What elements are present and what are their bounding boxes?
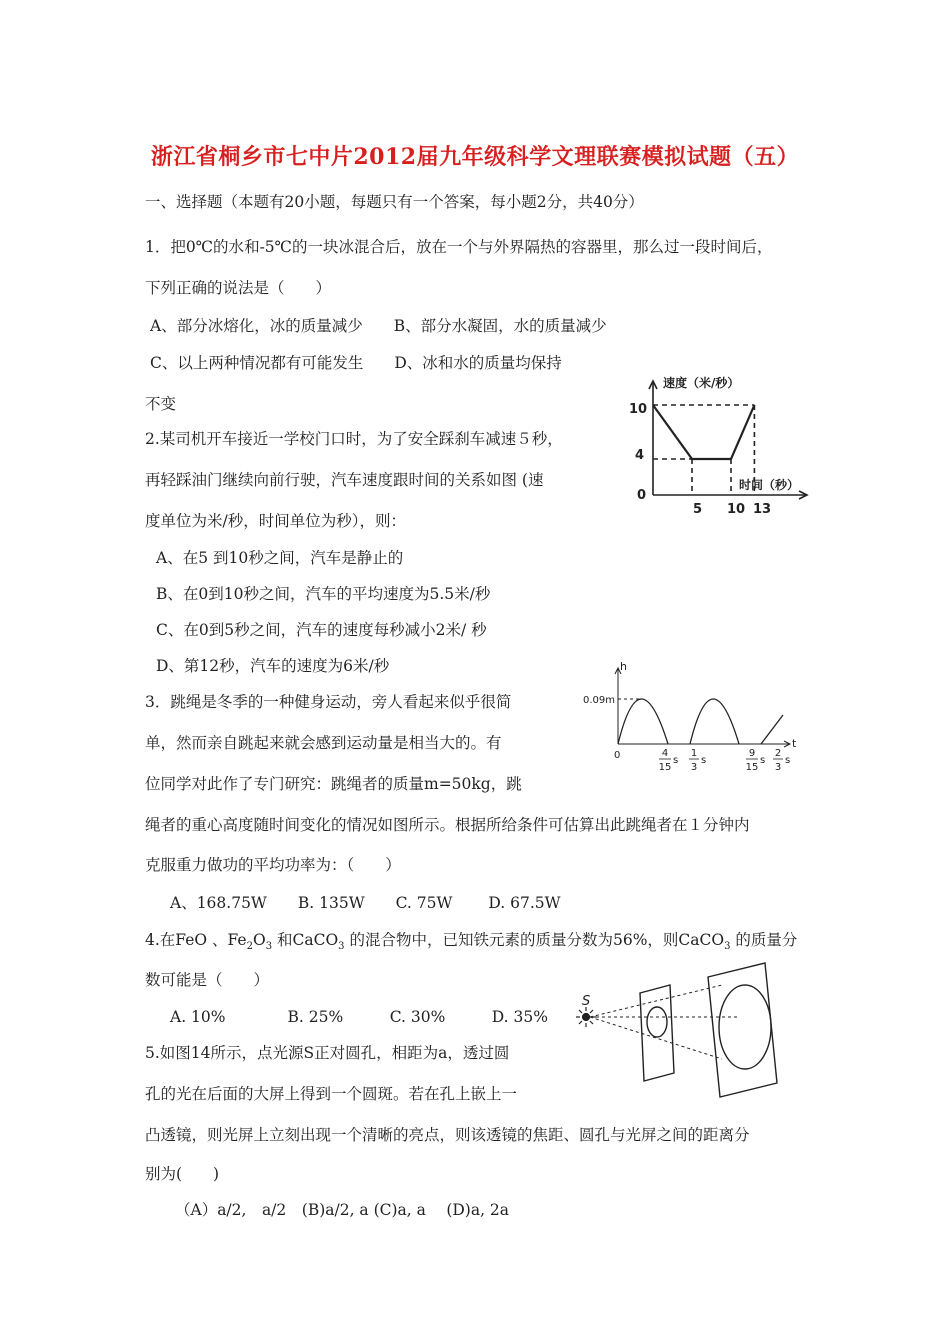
- q1-line1: 1．把0℃的水和-5℃的一块冰混合后，放在一个与外界隔热的容器里，那么过一段时间后，: [145, 238, 773, 256]
- q2-line3: 度单位为米/秒，时间单位为秒），则：: [145, 512, 406, 530]
- velocity-ylabel: 速度（米/秒）: [663, 376, 740, 390]
- tick-9-15: [746, 748, 766, 773]
- q5-options: （A）a/2, a/2 (B)a/2, a (C)a, a (D)a, 2a: [175, 1201, 510, 1219]
- q4-options: A. 10% B. 25% C. 30% D. 35%: [170, 1008, 548, 1026]
- q2-option-c: C、在0到5秒之间，汽车的速度每秒减小2米/ 秒: [156, 621, 487, 639]
- origin-label: 0: [614, 750, 621, 761]
- source-label: S: [582, 994, 591, 1009]
- tick-2-3: [773, 748, 790, 773]
- svg-text:1: 1: [690, 748, 698, 759]
- q5-line4: 别为( ): [145, 1165, 220, 1183]
- light-spot: [719, 985, 771, 1069]
- peak-label: 0.09m: [583, 695, 616, 706]
- svg-text:15: 15: [658, 762, 672, 773]
- q3-line5: 克服重力做功的平均功率为：（ ）: [145, 856, 401, 874]
- q2-option-b: B、在0到10秒之间，汽车的平均速度为5.5米/秒: [156, 585, 491, 603]
- svg-text:15: 15: [745, 762, 759, 773]
- tick-1-3: [689, 748, 706, 773]
- q1-option-d-cont: 不变: [145, 395, 177, 413]
- q2-line1: 2.某司机开车接近一学校门口时，为了安全踩刹车减速５秒，: [145, 430, 563, 448]
- x-tick-13: 13: [753, 502, 772, 517]
- svg-text:2: 2: [774, 748, 782, 759]
- height-time-graph: [580, 660, 805, 780]
- q3-line3: 位同学对此作了专门研究：跳绳者的质量m=50kg，跳: [145, 775, 522, 793]
- q2-option-d: D、第12秒，汽车的速度为6米/秒: [156, 657, 390, 675]
- svg-text:s: s: [760, 755, 766, 766]
- velocity-time-graph: [615, 365, 825, 520]
- q5-line3: 凸透镜，则光屏上立刻出现一个清晰的亮点，则该透镜的焦距、圆孔与光屏之间的距离分: [145, 1126, 750, 1144]
- velocity-xlabel: 时间（秒）: [739, 478, 800, 492]
- q3-line2: 单，然而亲自跳起来就会感到运动量是相当大的。有: [145, 734, 502, 752]
- h-label: h: [620, 660, 627, 673]
- q3-line1: 3．跳绳是冬季的一种健身运动，旁人看起来似乎很简: [145, 693, 512, 711]
- q1-options-cd: C、以上两种情况都有可能发生 D、冰和水的质量均保持: [150, 354, 562, 372]
- svg-text:s: s: [785, 755, 791, 766]
- screen: [708, 963, 777, 1097]
- svg-text:3: 3: [690, 762, 698, 773]
- q3-options: A、168.75W B. 135W C. 75W D. 67.5W: [170, 894, 561, 912]
- q5-line2: 孔的光在后面的大屏上得到一个圆斑。若在孔上嵌上一: [145, 1085, 518, 1103]
- velocity-line: [653, 405, 754, 459]
- q2-option-a: A、在5 到10秒之间，汽车是静止的: [156, 549, 404, 567]
- light-aperture-screen-diagram: [570, 955, 790, 1105]
- svg-text:s: s: [701, 755, 707, 766]
- q2-line2: 再轻踩油门继续向前行驶，汽车速度跟时间的关系如图 (速: [145, 471, 544, 489]
- section-heading: 一、选择题（本题有20小题，每题只有一个答案，每小题2分，共40分）: [145, 193, 644, 211]
- q4-line1: 4.在FeO 、$Fe_2O_3$ 和CaCO$_3$ 的混合物中，已知铁元素的质量分数为56%，则CaCO$_3$ 的质量分: [145, 931, 798, 953]
- page-title: 浙江省桐乡市七中片2012届九年级科学文理联赛模拟试题（五）: [150, 144, 800, 170]
- svg-text:3: 3: [774, 762, 782, 773]
- aperture-plate: [640, 985, 674, 1081]
- q1-options-ab: A、部分冰熔化，冰的质量减少 B、部分水凝固，水的质量减少: [150, 317, 607, 335]
- y-tick-0: 0: [637, 488, 647, 503]
- svg-text:9: 9: [748, 748, 756, 759]
- svg-text:4: 4: [661, 748, 669, 759]
- x-tick-5: 5: [693, 502, 703, 517]
- q1-line2: 下列正确的说法是（ ）: [145, 279, 332, 297]
- svg-text:s: s: [673, 755, 679, 766]
- q4-line2: 数可能是（ ）: [145, 971, 270, 989]
- tick-4-15: [659, 748, 679, 773]
- t-label: t: [792, 737, 797, 750]
- y-tick-10: 10: [629, 402, 648, 417]
- x-tick-10: 10: [727, 502, 746, 517]
- q3-line4: 绳者的重心高度随时间变化的情况如图所示。根据所给条件可估算出此跳绳者在１分钟内: [145, 816, 750, 834]
- y-tick-4: 4: [635, 448, 645, 463]
- q5-line1: 5.如图14所示，点光源S正对圆孔，相距为a，透过圆: [145, 1044, 510, 1062]
- aperture-hole: [647, 1007, 667, 1037]
